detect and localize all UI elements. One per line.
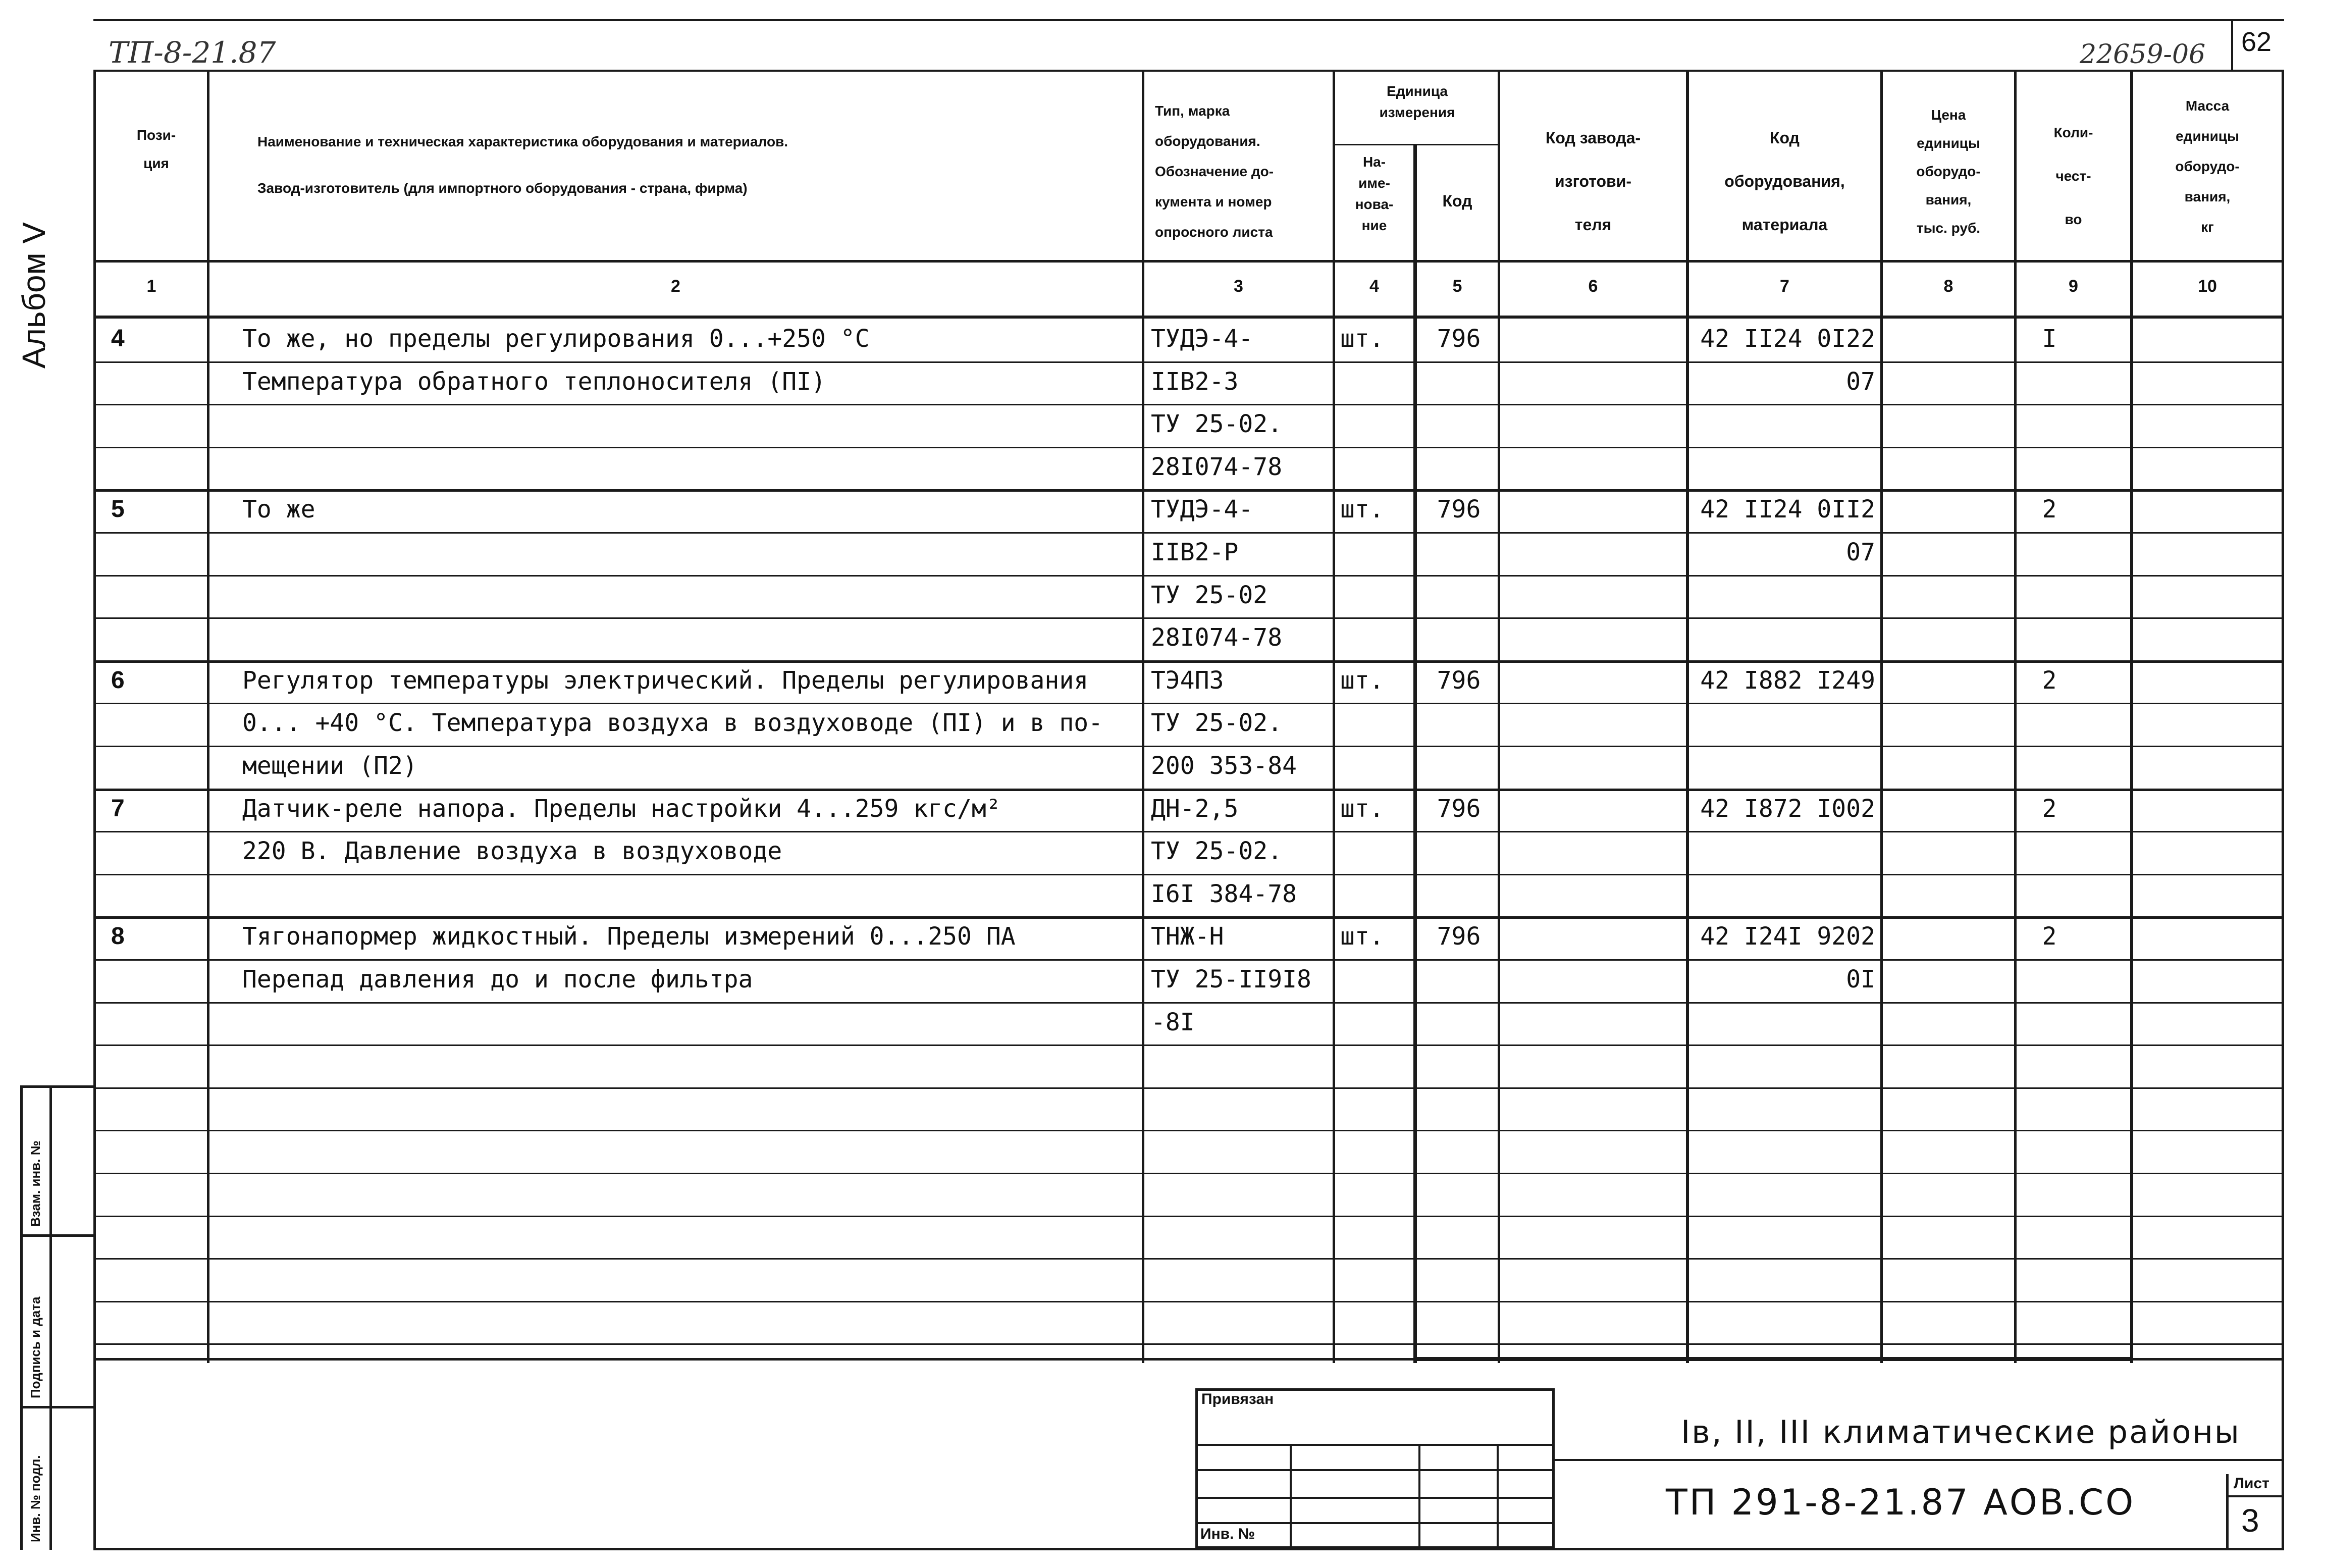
cell-name: Тягонапормер жидкостный. Пределы измерений 0...250 ПА xyxy=(242,922,1016,951)
table-row xyxy=(0,789,2325,831)
table-row xyxy=(0,404,2325,447)
table-row xyxy=(0,575,2325,618)
album-label: Альбом V xyxy=(16,222,52,369)
cell-unit: шт. xyxy=(1340,325,1384,353)
side-stamp-mid xyxy=(49,1085,52,1550)
frame-top xyxy=(93,19,2284,21)
col-num-5: 5 xyxy=(1452,277,1462,296)
cell-qty: 2 xyxy=(2042,922,2057,951)
sheet-box-divider xyxy=(2226,1495,2284,1497)
cell-code: 796 xyxy=(1437,495,1481,524)
col-title-3: Тип, марка оборудования. Обозначение до- кумента и номер опросного листа xyxy=(1155,103,1274,240)
cell-name: То же xyxy=(242,495,315,524)
col-title-8: Цена единицы оборудо- вания, тыс. руб. xyxy=(1916,107,1981,236)
cell-pos: 6 xyxy=(111,667,125,694)
unit-group-title: Единица измерения xyxy=(1379,83,1455,120)
cell-pos: 8 xyxy=(111,923,125,950)
cell-pos: 4 xyxy=(111,325,125,352)
climate-regions: Iв, II, III климатические районы xyxy=(1681,1414,2241,1450)
row-line xyxy=(96,1087,2282,1089)
table-row xyxy=(0,1002,2325,1045)
sheet-label: Лист xyxy=(2234,1475,2269,1492)
cell-name: Перепад давления до и после фильтра xyxy=(242,965,753,994)
table-row xyxy=(0,447,2325,490)
cell-name: 220 В. Давление воздуха в воздуховоде xyxy=(242,837,782,865)
cell-type: ТНЖ-Н xyxy=(1151,922,1224,951)
privyazan-h4 xyxy=(1195,1522,1555,1524)
col-title-6: Код завода- изготови- теля xyxy=(1545,129,1641,234)
cell-code: 796 xyxy=(1437,922,1481,951)
table-row xyxy=(0,831,2325,874)
cell-type: ТУДЭ-4- xyxy=(1151,325,1253,353)
cell-qty: 2 xyxy=(2042,666,2057,695)
page-number: 62 xyxy=(2241,27,2272,57)
row-line xyxy=(96,1216,2282,1217)
cell-name: Регулятор температуры электрический. Пределы регулирования xyxy=(242,666,1089,695)
header-num-top xyxy=(93,260,2284,263)
cell-unit: шт. xyxy=(1340,495,1384,524)
table-row xyxy=(0,617,2325,660)
cell-code: 796 xyxy=(1437,325,1481,353)
cell-name: Температура обратного теплоносителя (ПI) xyxy=(242,368,826,396)
privyazan-label: Привязан xyxy=(1201,1391,1274,1407)
table-bottom-bold xyxy=(1413,1357,2133,1361)
cell-unit: шт. xyxy=(1340,795,1384,823)
cell-pos: 5 xyxy=(111,496,125,522)
top-right-note: 22659-06 xyxy=(2080,39,2206,70)
cell-type: 200 353-84 xyxy=(1151,752,1297,780)
row-line xyxy=(96,1343,2282,1345)
cell-type: ТУ 25-02. xyxy=(1151,410,1283,438)
side-stamp-inv-podl: Инв. № подл. xyxy=(28,1455,43,1542)
cell-type: 28I074-78 xyxy=(1151,453,1283,481)
cell-name: То же, но пределы регулирования 0...+250 °С xyxy=(242,325,870,353)
col-title-5: Код xyxy=(1442,192,1472,210)
cell-type: ТУ 25-02. xyxy=(1151,709,1283,737)
row-line xyxy=(96,1258,2282,1260)
col-num-6: 6 xyxy=(1588,277,1598,296)
cell-type: ДН-2,5 xyxy=(1151,795,1239,823)
col-title-2: Наименование и техническая характеристика оборудования и материалов. Завод-изготовитель (для импортного оборудования - страна, фирма) xyxy=(257,134,788,196)
privyazan-box xyxy=(1195,1388,1555,1549)
cell-code: 796 xyxy=(1437,666,1481,695)
col-num-8: 8 xyxy=(1943,277,1953,296)
cell-equip-code: 42 I882 I249 xyxy=(1700,666,1875,695)
side-stamp-left xyxy=(20,1085,23,1550)
cell-type: ТУДЭ-4- xyxy=(1151,495,1253,524)
col-num-2: 2 xyxy=(671,277,680,296)
side-stamp-top xyxy=(20,1085,96,1088)
col-num-7: 7 xyxy=(1780,277,1789,296)
table-row xyxy=(0,532,2325,575)
privyazan-v3 xyxy=(1497,1444,1499,1549)
side-stamp-vzam: Взам. инв. № xyxy=(28,1140,43,1227)
cell-equip-code: 07 xyxy=(1846,368,1875,396)
side-stamp-div1 xyxy=(20,1234,96,1237)
table-row xyxy=(0,746,2325,789)
privyazan-h2 xyxy=(1195,1469,1555,1471)
cell-type: 28I074-78 xyxy=(1151,623,1283,652)
cell-name: мещении (П2) xyxy=(242,752,417,780)
row-line xyxy=(96,1301,2282,1302)
side-stamp-div2 xyxy=(20,1406,96,1408)
sheet-number: 3 xyxy=(2241,1502,2259,1539)
privyazan-h1 xyxy=(1195,1444,1555,1446)
cell-equip-code: 42 I872 I002 xyxy=(1700,795,1875,823)
col-num-10: 10 xyxy=(2198,277,2217,296)
row-line xyxy=(96,1173,2282,1174)
col-title-10: Масса единицы оборудо- вания, кг xyxy=(2175,98,2240,235)
cell-type: ТЭ4П3 xyxy=(1151,666,1224,695)
col-num-4: 4 xyxy=(1369,277,1379,296)
cell-code: 796 xyxy=(1437,795,1481,823)
cell-unit: шт. xyxy=(1340,922,1384,951)
table-row xyxy=(0,660,2325,703)
cell-name: Датчик-реле напора. Пределы настройки 4...259 кгс/м² xyxy=(242,795,1001,823)
cell-pos: 7 xyxy=(111,795,125,822)
cell-equip-code: 42 II24 0I22 xyxy=(1700,325,1875,353)
privyazan-v2 xyxy=(1418,1444,1420,1549)
cell-type: I6I 384-78 xyxy=(1151,880,1297,908)
col-num-1: 1 xyxy=(146,277,156,296)
cell-type: ТУ 25-02. xyxy=(1151,837,1283,865)
cell-qty: I xyxy=(2042,325,2057,353)
col-title-4: На- име- нова- ние xyxy=(1355,154,1394,233)
table-row xyxy=(0,916,2325,959)
cell-qty: 2 xyxy=(2042,795,2057,823)
header-line xyxy=(93,70,2284,72)
table-row xyxy=(0,874,2325,917)
table-row xyxy=(0,319,2325,361)
table-row xyxy=(0,959,2325,1002)
top-left-note: ТП-8-21.87 xyxy=(109,35,276,70)
cell-type: IIВ2-Р xyxy=(1151,538,1239,566)
cell-equip-code: 42 II24 0II2 xyxy=(1700,495,1875,524)
col-title-9: Коли- чест- во xyxy=(2053,125,2093,227)
side-stamp-podpis: Подпись и дата xyxy=(28,1296,43,1398)
cell-type: IIВ2-3 xyxy=(1151,368,1239,396)
title-divider xyxy=(1555,1459,2284,1461)
cell-equip-code: 07 xyxy=(1846,538,1875,566)
col-title-7: Код оборудования, материала xyxy=(1724,129,1845,234)
cell-type: ТУ 25-II9I8 xyxy=(1151,965,1311,994)
col-title-1: Пози- ция xyxy=(136,127,176,171)
cell-qty: 2 xyxy=(2042,495,2057,524)
col-num-3: 3 xyxy=(1234,277,1243,296)
privyazan-h3 xyxy=(1195,1497,1555,1499)
cell-name: 0... +40 °С. Температура воздуха в воздуховоде (ПI) и в по- xyxy=(242,709,1103,737)
cell-unit: шт. xyxy=(1340,666,1384,695)
table-row xyxy=(0,489,2325,532)
inv-no-label: Инв. № xyxy=(1200,1526,1255,1542)
cell-equip-code: 0I xyxy=(1846,965,1875,994)
doc-code: ТП 291-8-21.87 АОВ.СО xyxy=(1666,1482,2136,1523)
table-row xyxy=(0,703,2325,746)
cell-type: ТУ 25-02 xyxy=(1151,581,1268,609)
cell-equip-code: 42 I24I 9202 xyxy=(1700,922,1875,951)
row-line xyxy=(96,1130,2282,1131)
cell-type: -8I xyxy=(1151,1008,1195,1036)
privyazan-v1 xyxy=(1290,1444,1292,1549)
table-row xyxy=(0,361,2325,404)
frame-bottom xyxy=(93,1548,2284,1550)
col-num-9: 9 xyxy=(2069,277,2078,296)
